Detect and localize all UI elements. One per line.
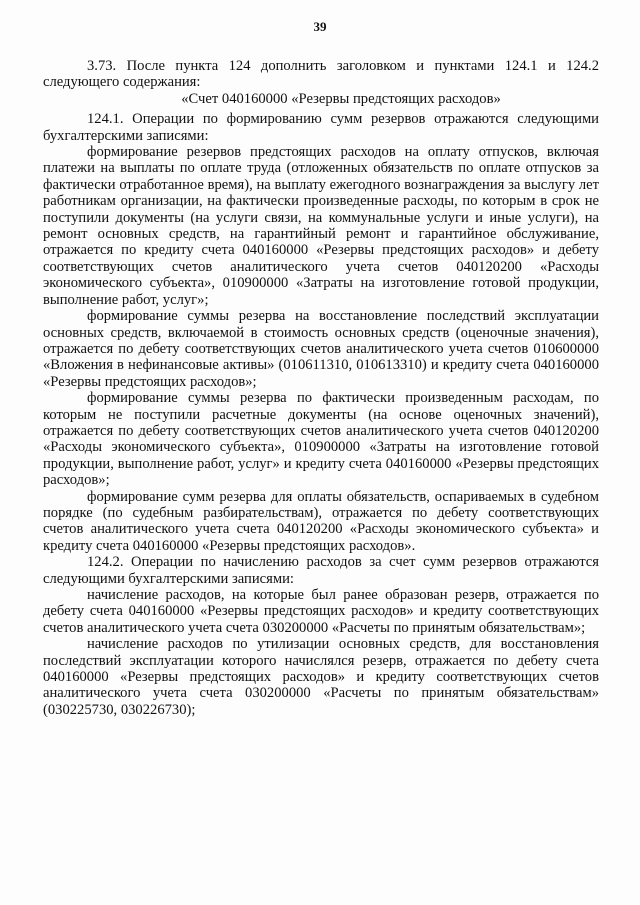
paragraph-reserve-actual-expenses: формирование суммы резерва по фактически произведенным расходам, по которым не поступили расчетные документы (на основе оценочных значений), отражается по дебету соответствующих счетов аналитического учета счетов 040120200 «Расходы экономического субъекта», 010900000 «Затраты на изготовление готовой продукции, выполнение работ, услуг» и кредиту счета 040160000 «Резервы предстоящих расходов»; [43, 390, 599, 489]
paragraph-accrual-disposal: начисление расходов по утилизации основных средств, для восстановления последствий эксплуатации которого начислялся резерв, отражается по дебету счета 040160000 «Резервы предстоящих расходов» и кредиту соответствующих счетов аналитического учета счета 030200000 «Расчеты по принятым обязательствам» (030225730, 030226730); [43, 636, 599, 718]
paragraph-accrual-expenses: начисление расходов, на которые был ранее образован резерв, отражается по дебету счета 040160000 «Резервы предстоящих расходов» и кредиту соответствующих счетов аналитического учета счета 030200000 «Расчеты по принятым обязательствам»; [43, 587, 599, 636]
paragraph-reserve-litigation: формирование сумм резерва для оплаты обязательств, оспариваемых в судебном порядке (по судебным разбирательствам), отражается по дебету соответствующих счетов аналитического учета счета 040120200 «Расходы экономического субъекта» и кредиту счета 040160000 «Резервы предстоящих расходов». [43, 488, 599, 554]
page-number: 39 [313, 19, 327, 34]
paragraph-124-1: 124.1. Операции по формированию сумм резервов отражаются следующими бухгалтерскими записями: [43, 111, 599, 144]
section-heading: «Счет 040160000 «Резервы предстоящих расходов» [181, 90, 501, 107]
paragraph-124-2: 124.2. Операции по начислению расходов за счет сумм резервов отражаются следующими бухгалтерскими записями: [43, 554, 599, 587]
body-text [43, 58, 599, 718]
amendment-intro: 3.73. После пункта 124 дополнить заголовком и пунктами 124.1 и 124.2 следующего содержания: [43, 58, 599, 91]
paragraph-reserve-vacation: формирование резервов предстоящих расходов на оплату отпусков, включая платежи на выплаты по оплате труда (отложенных обязательств по оплате отпусков за фактически отработанное время), на выплату ежегодного вознаграждения за выслугу лет работникам организации, на фактически произведенные расходы, по которым в срок не поступили документы (на услуги связи, на коммунальные услуги и иные услуги), на ремонт основных средств, на гарантийный ремонт и гарантийное обслуживание, отражается по кредиту счета 040160000 «Резервы предстоящих расходов» и дебету соответствующих счетов аналитического учета счетов 040120200 «Расходы экономического субъекта», 010900000 «Затраты на изготовление готовой продукции, выполнение работ, услуг»; [43, 144, 599, 308]
paragraph-reserve-restoration: формирование суммы резерва на восстановление последствий эксплуатации основных средств, включаемой в стоимость основных средств (оценочные значения), отражается по дебету соответствующих счетов аналитического учета счетов 010600000 «Вложения в нефинансовые активы» (010611310, 010613310) и кредиту счета 040160000 «Резервы предстоящих расходов»; [43, 308, 599, 390]
